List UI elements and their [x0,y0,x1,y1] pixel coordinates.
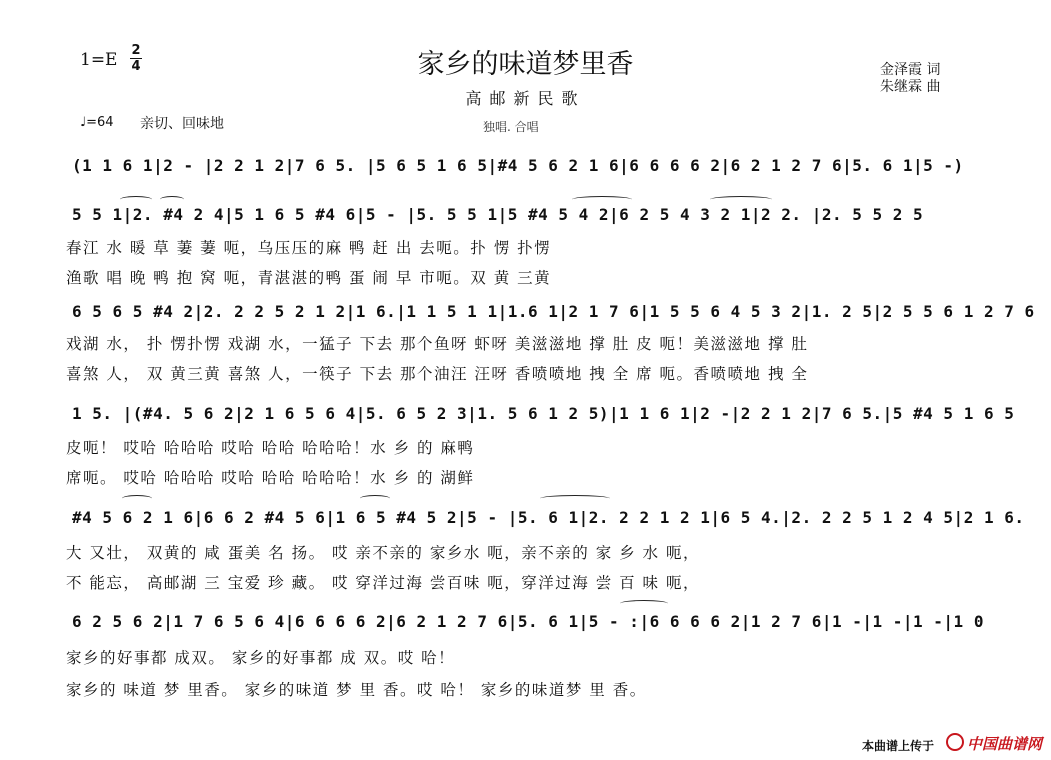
slur-mark [160,196,184,203]
lyric-line-2-verse-1: 春江 水 暖 草 萋 萋 呃，乌压压的麻 鸭 赶 出 去呃。扑 愣 扑愣 [66,239,552,257]
lyric-line-6-verse-2: 家乡的 味道 梦 里香。 家乡的味道 梦 里 香。哎 哈！ 家乡的味道梦 里 香。 [66,681,647,699]
notation-line-5: #4 5 6 2 1 6|6 6 2 #4 5 6|1 6 5 #4 5 2|5 - |5. 6 1|2. 2 2 1 2 1|6 5 4.|2. 2 2 5 1 2 4 5|2 1 6. [72,508,1025,527]
slur-mark [620,600,668,607]
performance-form: 独唱. 合唱 [483,120,539,134]
site-logo-icon [946,733,964,751]
slur-mark [572,196,632,203]
notation-line-4: 1 5. |(#4. 5 6 2|2 1 6 5 6 4|5. 6 5 2 3|1. 5 6 1 2 5)|1 1 6 1|2 -|2 2 1 2|7 6 5.|5 #4 5 1 6 5 [72,404,1015,423]
key-signature: 1=E [80,50,118,70]
song-title: 家乡的味道梦里香 [417,49,634,80]
lyric-line-2-verse-2: 渔歌 唱 晚 鸭 抱 窝 呃，青湛湛的鸭 蛋 闹 早 市呃。双 黄 三黄 [66,269,552,287]
slur-mark [710,196,772,203]
song-subtitle: 高邮新民歌 [465,89,586,108]
slur-mark [120,196,152,203]
lyric-line-4-verse-2: 席呃。 哎哈 哈哈哈 哎哈 哈哈 哈哈哈！水 乡 的 湖鲜 [66,469,475,487]
lyricist-credit: 金泽霞 词 [880,62,941,78]
expression-mark: 亲切、回味地 [140,116,224,132]
lyric-line-3-verse-2: 喜煞 人， 双 黄三黄 喜煞 人，一筷子 下去 那个油汪 汪呀 香喷喷地 拽 全 席 呃。香喷喷地 拽 全 [66,365,809,383]
lyric-line-5-verse-1: 大 又壮， 双黄的 咸 蛋美 名 扬。 哎 亲不亲的 家乡水 呃，亲不亲的 家 乡 水 呃， [66,544,700,562]
upload-note: 本曲谱上传于 [862,739,935,753]
slur-mark [360,495,390,502]
notation-line-3: 6 5 6 5 #4 2|2. 2 2 5 2 1 2|1 6.|1 1 5 1 1|1.6 1|2 1 7 6|1 5 5 6 4 5 3 2|1. 2 5|2 5 5 6 1 2 7 6 [72,302,1035,321]
time-signature-top: 2 [131,43,141,58]
notation-line-2: 5 5 1|2. #4 2 4|5 1 6 5 #4 6|5 - |5. 5 5 1|5 #4 5 4 2|6 2 5 4 3 2 1|2 2. |2. 5 5 2 5 [72,205,924,224]
slur-mark [540,495,610,502]
slur-mark [122,495,152,502]
notation-line-6: 6 2 5 6 2|1 7 6 5 6 4|6 6 6 6 2|6 2 1 2 7 6|5. 6 1|5 - :|6 6 6 6 2|1 2 7 6|1 -|1 -|1 -|1 0 [72,612,984,631]
lyric-line-5-verse-2: 不 能忘， 高邮湖 三 宝爱 珍 藏。 哎 穿洋过海 尝百味 呃，穿洋过海 尝 百 味 呃， [66,574,700,592]
lyric-line-4-verse-1: 皮呃！ 哎哈 哈哈哈 哎哈 哈哈 哈哈哈！水 乡 的 麻鸭 [66,439,475,457]
lyric-line-6-verse-1: 家乡的好事都 成双。 家乡的好事都 成 双。哎 哈！ [66,649,456,667]
notation-line-1: (1 1 6 1|2 - |2 2 1 2|7 6 5. |5 6 5 1 6 5|#4 5 6 2 1 6|6 6 6 6 2|6 2 1 2 7 6|5. 6 1|5 -) [72,156,964,175]
site-logo-text: 中国曲谱网 [967,735,1043,753]
time-signature-bottom: 4 [131,59,141,74]
credits [880,62,940,96]
site-logo[interactable] [946,733,1042,754]
lyric-line-3-verse-1: 戏湖 水， 扑 愣扑愣 戏湖 水，一猛子 下去 那个鱼呀 虾呀 美滋滋地 撑 肚 皮 呃！美滋滋地 撑 肚 [66,335,809,353]
composer-credit: 朱继霖 曲 [880,79,941,95]
tempo-mark: ♩=64 [80,115,114,130]
